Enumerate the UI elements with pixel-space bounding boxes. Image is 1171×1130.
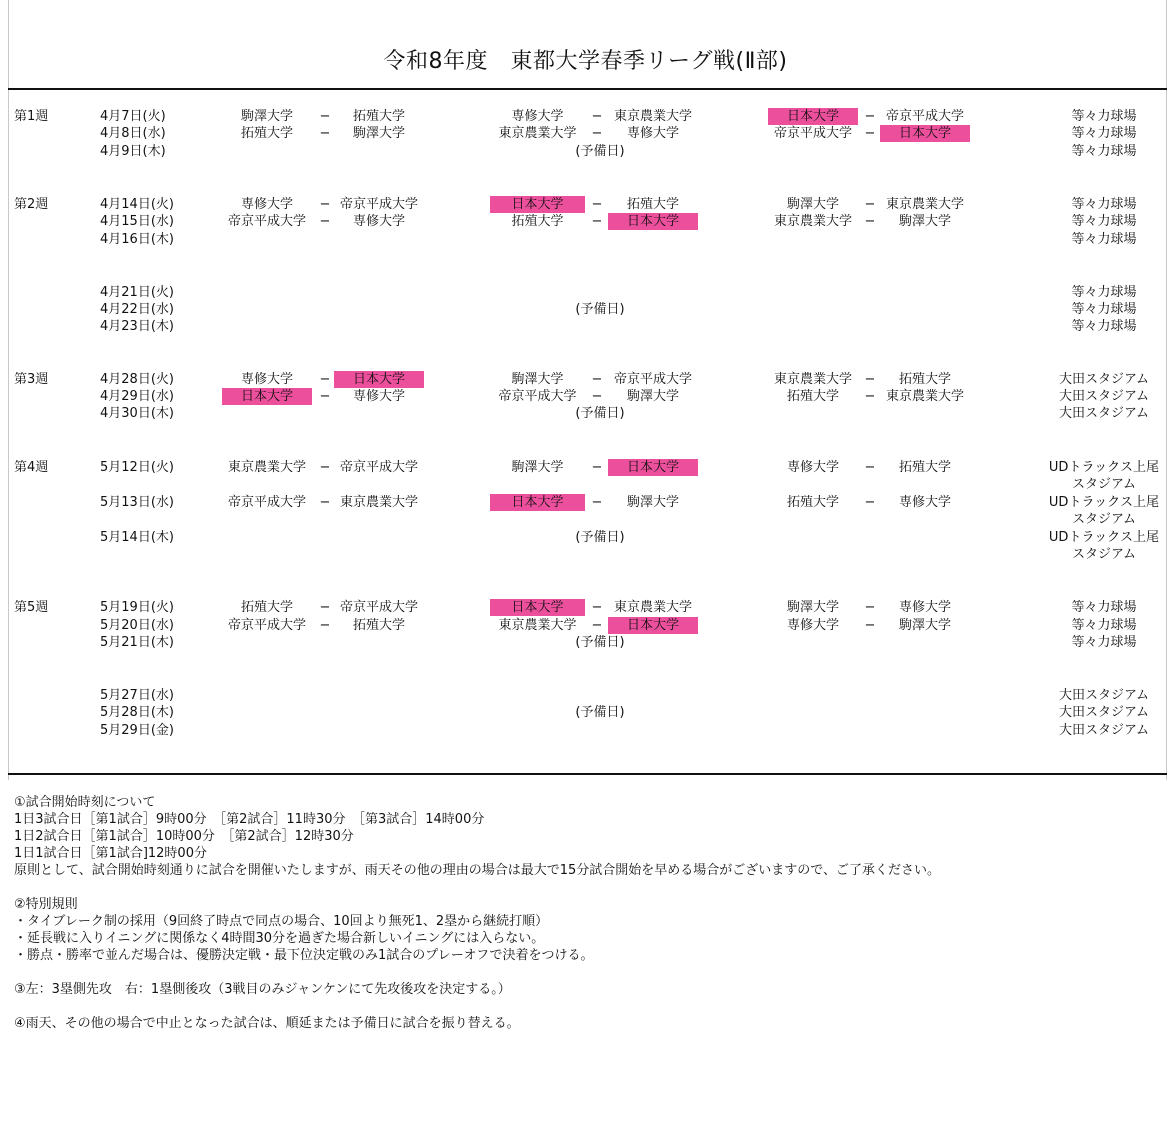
team-right: 帝京平成大学 [339,460,418,475]
note-playoff: ・勝点・勝率で並んだ場合は、優勝決定戦・最下位決定戦のみ1試合のプレーオフで決着をつける。 [14,948,594,963]
vs-separator: − [591,126,603,141]
note-two-games: 1日2試合日［第1試合］10時00分 ［第2試合］12時30分 [14,829,354,844]
venue-cell-line2: スタジアム [1071,477,1137,492]
venue-cell: UDトラックス上尾 [1048,530,1160,545]
vs-separator: − [319,126,331,141]
week-label: 第5週 [14,600,49,615]
date-cell: 5月21日(木) [100,635,174,650]
vs-separator: − [864,197,876,212]
venue-cell: UDトラックス上尾 [1048,460,1160,475]
week-label: 第4週 [14,460,49,475]
team-right: 専修大学 [352,214,405,229]
note-principle: 原則として、試合開始時刻通りに試合を開催いたしますが、雨天その他の理由の場合は最大で15分試合開始を早める場合がございますので、ご了承ください。 [14,863,941,878]
vs-separator: − [591,109,603,124]
team-right: 拓殖大学 [898,372,951,387]
vs-separator: − [591,389,603,404]
date-cell: 5月12日(火) [100,460,174,475]
team-left: 駒澤大学 [511,372,564,387]
venue-cell: UDトラックス上尾 [1048,495,1160,510]
team-left: 専修大学 [786,618,839,633]
venue-cell: 等々力球場 [1071,319,1137,334]
team-left: 日本大学 [490,599,585,616]
date-cell: 4月8日(水) [100,126,166,141]
team-left: 帝京平成大学 [227,495,306,510]
team-right: 専修大学 [898,600,951,615]
team-right: 帝京平成大学 [885,109,964,124]
team-left: 駒澤大学 [786,600,839,615]
page-title: 令和8年度 東都大学春季リーグ戦(Ⅱ部) [383,49,788,74]
team-right: 専修大学 [898,495,951,510]
team-left: 駒澤大学 [786,197,839,212]
spacer [14,964,1154,981]
date-cell: 4月28日(火) [100,372,174,387]
date-cell: 5月29日(金) [100,723,174,738]
team-left: 日本大学 [490,196,585,213]
venue-cell: 等々力球場 [1071,635,1137,650]
date-cell: 4月23日(木) [100,319,174,334]
footer-rule [8,773,1167,775]
venue-cell: 等々力球場 [1071,232,1137,247]
date-cell: 4月16日(木) [100,232,174,247]
frame-left-border [8,0,9,780]
team-left: 専修大学 [511,109,564,124]
vs-separator: − [591,372,603,387]
team-right: 駒澤大学 [898,214,951,229]
team-right: 拓殖大学 [626,197,679,212]
team-left: 東京農業大学 [498,618,577,633]
vs-separator: − [591,495,603,510]
team-left: 東京農業大学 [227,460,306,475]
venue-cell: 等々力球場 [1071,197,1137,212]
vs-separator: − [319,197,331,212]
team-right: 東京農業大学 [339,495,418,510]
team-right: 帝京平成大学 [339,600,418,615]
vs-separator: − [591,460,603,475]
vs-separator: − [319,600,331,615]
vs-separator: − [864,618,876,633]
notes-section [14,794,1154,1032]
team-right: 専修大学 [626,126,679,141]
spacer [14,998,1154,1015]
venue-cell-line2: スタジアム [1071,512,1137,527]
date-cell: 4月7日(火) [100,109,166,124]
venue-cell: 等々力球場 [1071,600,1137,615]
venue-cell: 等々力球場 [1071,109,1137,124]
team-left: 帝京平成大学 [227,618,306,633]
vs-separator: − [864,389,876,404]
note-special-heading: ②特別規則 [14,897,78,912]
reserve-day-label: (予備日) [575,144,625,159]
date-cell: 5月13日(水) [100,495,174,510]
date-cell: 4月30日(木) [100,406,174,421]
team-left: 専修大学 [786,460,839,475]
vs-separator: − [864,214,876,229]
team-left: 東京農業大学 [773,214,852,229]
team-left: 帝京平成大学 [498,389,577,404]
team-left: 東京農業大学 [773,372,852,387]
team-left: 拓殖大学 [786,495,839,510]
vs-separator: − [864,126,876,141]
note-rain: ④雨天、その他の場合で中止となった試合は、順延または予備日に試合を振り替える。 [14,1016,520,1031]
team-right: 駒澤大学 [626,495,679,510]
note-start-time-heading: ①試合開始時刻について [14,795,156,810]
week-label: 第1週 [14,109,49,124]
team-right: 拓殖大学 [352,618,405,633]
vs-separator: − [864,600,876,615]
venue-cell-line2: スタジアム [1071,547,1137,562]
team-right: 東京農業大学 [613,600,692,615]
reserve-day-label: (予備日) [575,302,625,317]
vs-separator: − [591,197,603,212]
team-right: 日本大学 [608,617,698,634]
date-cell: 5月14日(木) [100,530,174,545]
team-right: 拓殖大学 [898,460,951,475]
reserve-day-label: (予備日) [575,635,625,650]
team-right: 帝京平成大学 [613,372,692,387]
note-extra-innings: ・延長戦に入りイニングに関係なく4時間30分を過ぎた場合新しいイニングには入らない。 [14,931,545,946]
team-left: 日本大学 [490,494,585,511]
vs-separator: − [319,372,331,387]
week-label: 第2週 [14,197,49,212]
vs-separator: − [319,109,331,124]
note-three-games: 1日3試合日［第1試合］9時00分 ［第2試合］11時30分 ［第3試合］14時00分 [14,812,485,827]
team-right: 帝京平成大学 [339,197,418,212]
vs-separator: − [591,618,603,633]
team-left: 専修大学 [240,197,293,212]
date-cell: 4月14日(火) [100,197,174,212]
venue-cell: 等々力球場 [1071,285,1137,300]
team-right: 専修大学 [352,389,405,404]
date-cell: 4月9日(木) [100,144,166,159]
vs-separator: − [319,618,331,633]
reserve-day-label: (予備日) [575,530,625,545]
venue-cell: 等々力球場 [1071,618,1137,633]
date-cell: 5月19日(火) [100,600,174,615]
team-right: 東京農業大学 [885,389,964,404]
date-cell: 5月27日(水) [100,688,174,703]
team-right: 日本大学 [608,213,698,230]
venue-cell: 大田スタジアム [1058,688,1150,703]
venue-cell: 等々力球場 [1071,144,1137,159]
team-right: 拓殖大学 [352,109,405,124]
note-one-game: 1日1試合日［第1試合]12時00分 [14,846,207,861]
vs-separator: − [319,460,331,475]
venue-cell: 大田スタジアム [1058,723,1150,738]
date-cell: 5月20日(水) [100,618,174,633]
team-left: 日本大学 [222,388,312,405]
team-right: 駒澤大学 [626,389,679,404]
team-left: 帝京平成大学 [227,214,306,229]
date-cell: 5月28日(木) [100,705,174,720]
team-right: 駒澤大学 [352,126,405,141]
vs-separator: − [319,389,331,404]
team-left: 駒澤大学 [511,460,564,475]
vs-separator: − [864,495,876,510]
vs-separator: − [591,600,603,615]
venue-cell: 等々力球場 [1071,302,1137,317]
team-left: 東京農業大学 [498,126,577,141]
team-right: 日本大学 [334,371,424,388]
team-left: 拓殖大学 [511,214,564,229]
note-sides: ③左：3塁側先攻 右：1塁側後攻（3戦目のみジャンケンにて先攻後攻を決定する。） [14,982,511,997]
header-rule [8,88,1167,90]
team-right: 日本大学 [880,125,970,142]
team-left: 駒澤大学 [240,109,293,124]
vs-separator: − [864,372,876,387]
venue-cell: 等々力球場 [1071,126,1137,141]
week-label: 第3週 [14,372,49,387]
venue-cell: 大田スタジアム [1058,372,1150,387]
team-left: 拓殖大学 [786,389,839,404]
team-left: 日本大学 [768,108,858,125]
reserve-day-label: (予備日) [575,705,625,720]
team-left: 拓殖大学 [240,600,293,615]
vs-separator: − [319,495,331,510]
team-right: 東京農業大学 [885,197,964,212]
date-cell: 4月22日(水) [100,302,174,317]
venue-cell: 大田スタジアム [1058,705,1150,720]
team-left: 帝京平成大学 [773,126,852,141]
team-right: 日本大学 [608,459,698,476]
date-cell: 4月15日(水) [100,214,174,229]
venue-cell: 等々力球場 [1071,214,1137,229]
team-left: 専修大学 [240,372,293,387]
vs-separator: − [319,214,331,229]
note-tiebreak: ・タイブレーク制の採用（9回終了時点で同点の場合、10回より無死1、2塁から継続打順） [14,914,549,929]
date-cell: 4月21日(火) [100,285,174,300]
team-right: 駒澤大学 [898,618,951,633]
team-left: 拓殖大学 [240,126,293,141]
vs-separator: − [591,214,603,229]
venue-cell: 大田スタジアム [1058,389,1150,404]
team-right: 東京農業大学 [613,109,692,124]
vs-separator: − [864,109,876,124]
vs-separator: − [864,460,876,475]
spacer [14,879,1154,896]
date-cell: 4月29日(水) [100,389,174,404]
venue-cell: 大田スタジアム [1058,406,1150,421]
reserve-day-label: (予備日) [575,406,625,421]
